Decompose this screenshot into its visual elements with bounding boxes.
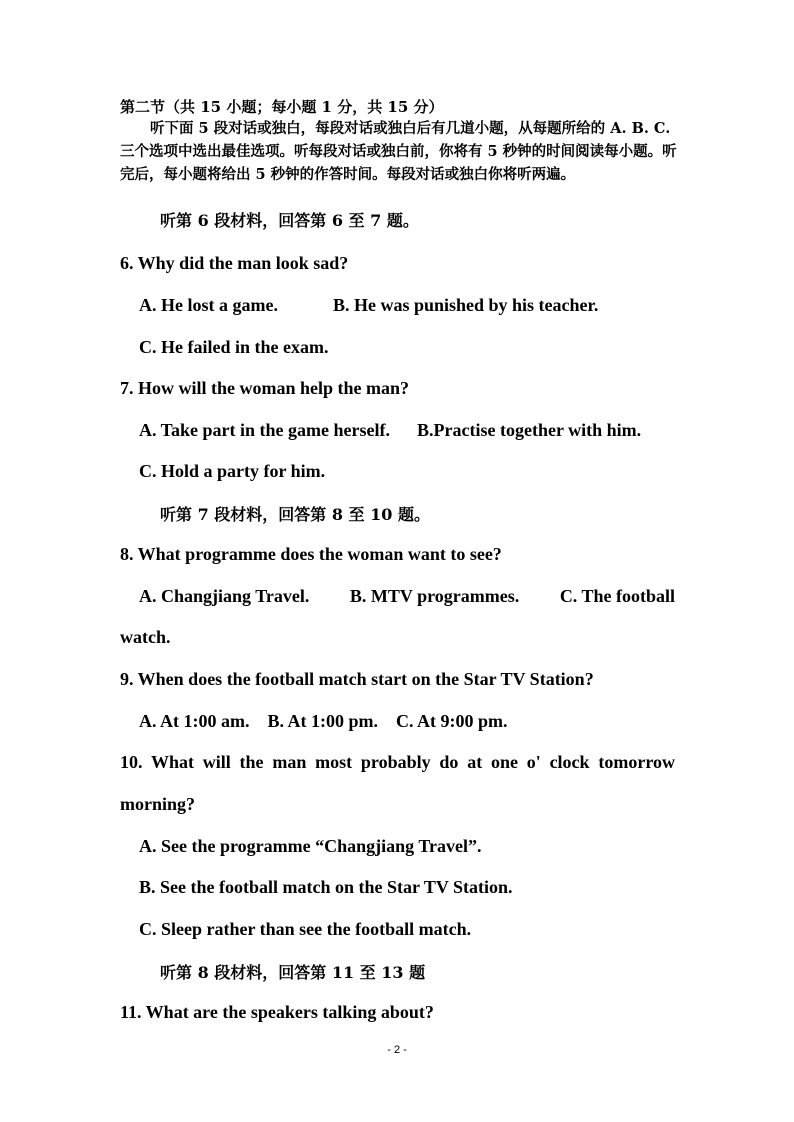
question-7-options-row (139, 420, 641, 441)
question-8-options-row (139, 586, 675, 607)
question-7-stem: 7. How will the woman help the man? (120, 378, 410, 398)
question-7-option-a: A. Take part in the game herself. (139, 420, 390, 440)
question-6-options-row (139, 295, 598, 316)
material-8-heading: 听第 8 段材料，回答第 11 至 13 题 (160, 963, 426, 982)
material-6-heading: 听第 6 段材料，回答第 6 至 7 题。 (160, 211, 419, 230)
question-8-option-c: C. The football (559, 586, 675, 606)
question-6-option-b: B. He was punished by his teacher. (332, 295, 599, 315)
question-9-stem: 9. When does the football match start on the Star TV Station? (120, 669, 594, 689)
section-instructions (120, 117, 680, 186)
question-11-stem: 11. What are the speakers talking about? (120, 1002, 434, 1022)
question-6-stem: 6. Why did the man look sad? (120, 253, 349, 273)
question-10-option-a: A. See the programme “Changjiang Travel”. (139, 836, 482, 856)
question-9-option-a: A. At 1:00 am. (139, 711, 250, 731)
question-8-option-a: A. Changjiang Travel. (139, 586, 310, 606)
question-9-option-c: C. At 9:00 pm. (396, 711, 508, 731)
section-heading: 第二节（共 15 小题；每小题 1 分，共 15 分） (120, 98, 444, 116)
question-10-stem-continued: morning? (120, 794, 196, 814)
question-10-stem: 10. What will the man most probably do at one o' clock tomorrow (120, 752, 675, 772)
question-6-option-a: A. He lost a game. (139, 295, 278, 315)
question-7-option-b: B.Practise together with him. (417, 420, 642, 440)
question-10-option-c: C. Sleep rather than see the football match. (139, 919, 472, 939)
question-8-option-c-continued: watch. (120, 627, 171, 647)
question-8-option-b: B. MTV programmes. (349, 586, 520, 606)
instructions-text: 听下面 5 段对话或独白，每段对话或独白后有几道小题，从每题所给的 A. B. C. 三个选项中选出最佳选项。听每段对话或独白前，你将有 5 秒钟的时间阅读每小题。听完后，每小题将给出 5 秒钟的作答时间。每段对话或独白你将听两遍。 (120, 120, 677, 183)
question-10-option-b: B. See the football match on the Star TV Station. (139, 877, 513, 897)
question-9-option-b: B. At 1:00 pm. (267, 711, 379, 731)
material-7-heading: 听第 7 段材料，回答第 8 至 10 题。 (160, 505, 430, 524)
question-8-stem: 8. What programme does the woman want to see? (120, 544, 502, 564)
question-6-option-c: C. He failed in the exam. (139, 337, 329, 357)
page-number: - 2 - (387, 1044, 407, 1056)
question-9-options-row (139, 711, 508, 732)
question-7-option-c: C. Hold a party for him. (139, 461, 326, 481)
